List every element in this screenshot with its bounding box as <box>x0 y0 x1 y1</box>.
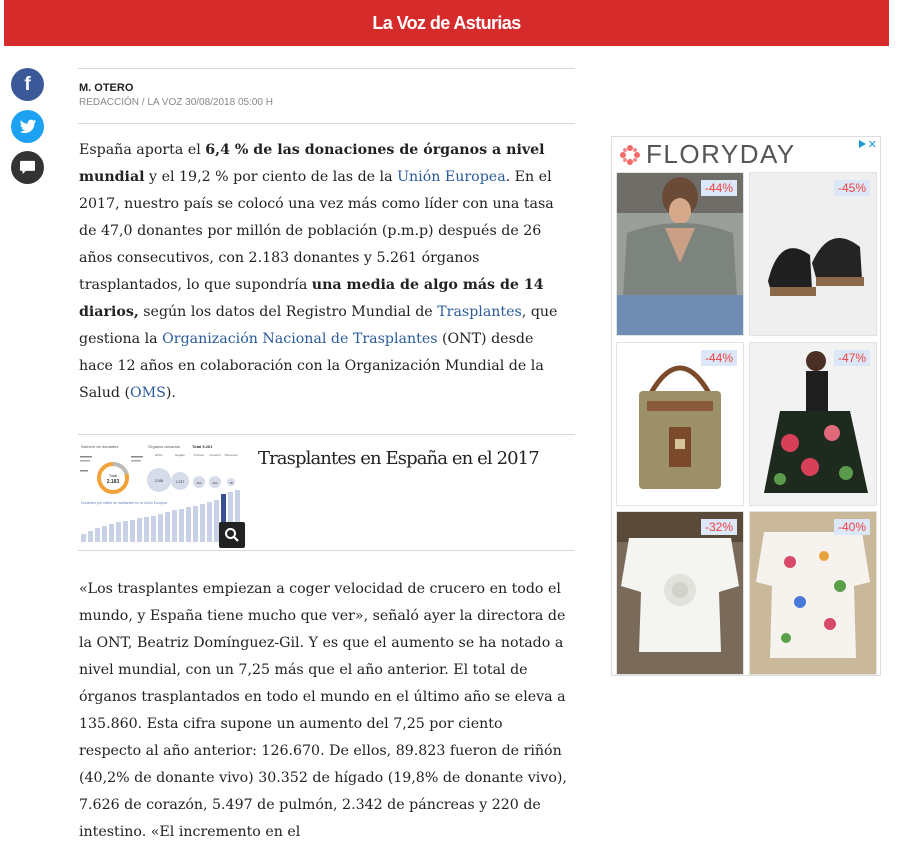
product-image <box>617 512 743 674</box>
ad-product-5[interactable] <box>616 511 744 675</box>
divider <box>78 434 575 435</box>
product-image <box>617 343 743 505</box>
article-paragraph-1: España aporta el 6,4 % de las donaciones de órganos a nivel mundial y el 19,2 % por ciento de las de la Unión Europea. En el 2017, nuestro país se colocó una vez más como líder con una tasa de 47,0 donantes por millón de población (p.m.p) después de 26 años consecutivos, con 2.183 donantes y 5.261 órganos trasplantados, lo que supondría una media de algo más de 14 diarios, según los datos del Registro Mundial de Trasplantes, que gestiona la Organización Nacional de Trasplantes (ONT) desde hace 12 años en colaboración con la Organización Mundial de la Salud (OMS). <box>79 142 558 401</box>
divider <box>78 550 575 551</box>
floryday-logo-icon <box>617 142 643 168</box>
svg-text:Donantes por millón de habitan: Donantes por millón de habitantes en la Unión Europea <box>81 501 168 505</box>
ad-close-button[interactable]: ✕ <box>867 139 877 151</box>
facebook-share-button[interactable] <box>11 68 44 101</box>
svg-text:Total: Total <box>108 473 118 478</box>
discount-badge: -44% <box>701 350 737 366</box>
ad-product-1[interactable] <box>616 172 744 336</box>
site-logo[interactable]: La Voz de Asturias <box>372 12 521 33</box>
divider <box>78 68 575 69</box>
ad-brand-name: FLORYDAY <box>646 139 796 169</box>
svg-text:78: 78 <box>229 481 233 485</box>
comment-icon <box>19 160 36 175</box>
zoom-button[interactable] <box>219 522 245 548</box>
article-meta: REDACCIÓN / LA VOZ 30/08/2018 05:00 H <box>79 97 273 108</box>
svg-text:Corazón: Corazón <box>209 453 221 457</box>
link-oms[interactable]: OMS <box>129 385 166 401</box>
comment-button[interactable] <box>11 151 44 184</box>
svg-text:3.269: 3.269 <box>154 479 164 483</box>
product-image <box>617 173 743 335</box>
discount-badge: -32% <box>701 519 737 535</box>
infographic-thumbnail[interactable] <box>79 442 246 542</box>
svg-text:Riñón: Riñón <box>155 453 163 457</box>
facebook-icon: f <box>24 73 31 95</box>
advertisement[interactable] <box>611 136 881 676</box>
discount-badge: -45% <box>834 180 870 196</box>
discount-badge: -40% <box>834 519 870 535</box>
product-image <box>750 512 876 674</box>
svg-text:Pulmón: Pulmón <box>193 453 205 457</box>
svg-text:Total 5.261: Total 5.261 <box>192 444 213 449</box>
svg-text:304: 304 <box>212 481 218 485</box>
link-union-europea[interactable]: Unión Europea <box>397 169 506 185</box>
twitter-icon <box>19 119 37 135</box>
svg-text:Número de donantes: Número de donantes <box>81 444 119 449</box>
svg-text:Órganos donados: Órganos donados <box>148 444 180 449</box>
svg-text:2.183: 2.183 <box>106 479 120 485</box>
discount-badge: -44% <box>701 180 737 196</box>
ad-product-3[interactable] <box>616 342 744 506</box>
svg-text:Hígado: Hígado <box>175 453 185 457</box>
link-ont[interactable]: Organización Nacional de Trasplantes <box>162 331 438 347</box>
ad-product-6[interactable] <box>749 511 877 675</box>
discount-badge: -47% <box>834 350 870 366</box>
product-image <box>750 173 876 335</box>
svg-text:363: 363 <box>196 481 202 485</box>
link-trasplantes[interactable]: Trasplantes <box>437 304 522 320</box>
ad-product-2[interactable] <box>749 172 877 336</box>
svg-text:Páncreas: Páncreas <box>224 453 238 457</box>
adchoices-icon[interactable] <box>859 140 866 148</box>
article-paragraph-2: «Los trasplantes empiezan a coger velocidad de crucero en todo el mundo, y España tiene mucho que ver», señaló ayer la directora de la ONT, Beatriz Domínguez-Gil. Y es que el aumento se ha notado a nivel mundial, con un 7,25 más que el año anterior. El total de órganos trasplantados en todo el mundo en el último año se eleva a 135.860. Esta cifra supone un aumento del 7,25 por ciento respecto al año anterior: 126.670. De ellos, 89.823 fueron de riñón (40,2% de donante vivo) 30.352 de hígado (19,8% de donante vivo), 7.626 de corazón, 5.497 de pulmón, 2.342 de páncreas y 220 de intestino. «El incremento en el <box>79 581 567 840</box>
product-image <box>750 343 876 505</box>
related-article-title[interactable]: Trasplantes en España en el 2017 <box>258 448 539 469</box>
ad-product-4[interactable] <box>749 342 877 506</box>
divider <box>78 123 575 124</box>
author-name[interactable]: M. OTERO <box>79 82 134 94</box>
twitter-share-button[interactable] <box>11 110 44 143</box>
site-header <box>4 0 889 46</box>
search-icon <box>219 522 245 548</box>
svg-text:1.247: 1.247 <box>175 480 185 484</box>
related-article-card[interactable] <box>78 434 575 551</box>
